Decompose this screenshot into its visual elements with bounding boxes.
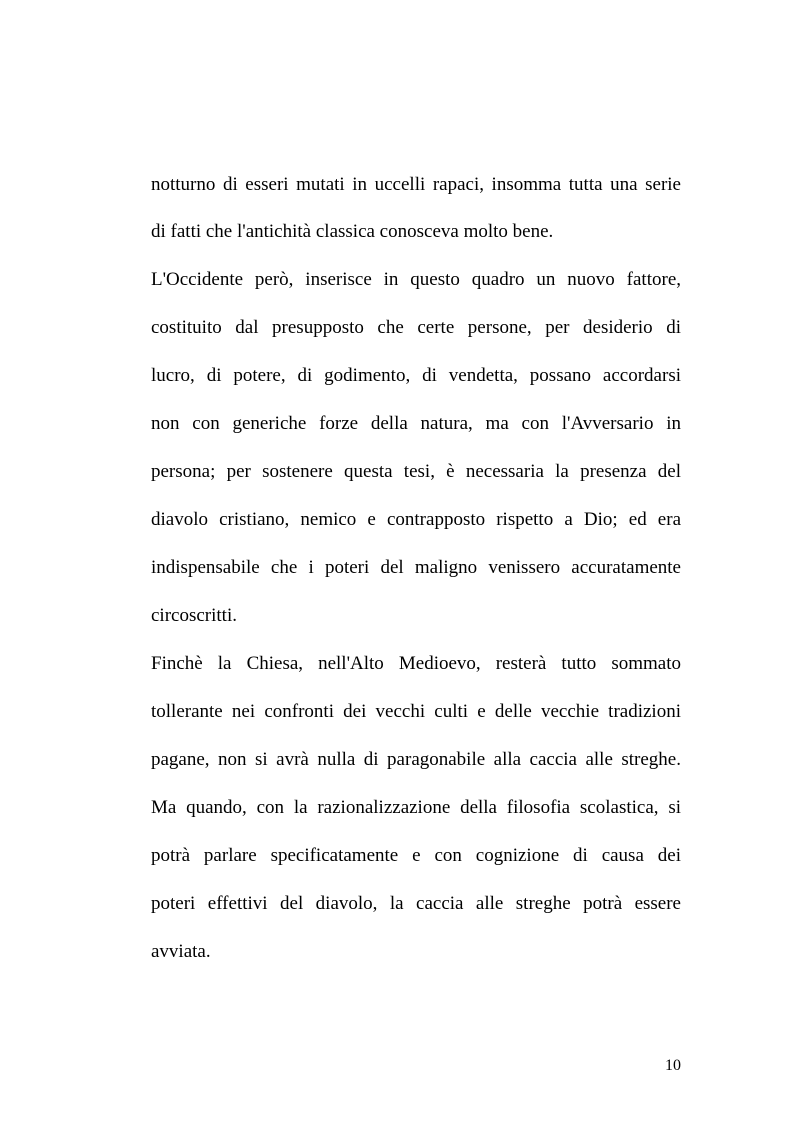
text-line: Finchè la Chiesa, nell'Alto Medioevo, resterà tutto sommato [151,653,681,674]
text-line: costituito dal presupposto che certe persone, per desiderio di [151,317,681,338]
text-line: persona; per sostenere questa tesi, è necessaria la presenza del [151,461,681,482]
text-line: di fatti che l'antichità classica conosceva molto bene. [151,221,554,242]
text-line: L'Occidente però, inserisce in questo quadro un nuovo fattore, [151,269,681,290]
text-line: diavolo cristiano, nemico e contrapposto rispetto a Dio; ed era [151,509,681,530]
text-line: poteri effettivi del diavolo, la caccia alle streghe potrà essere [151,893,681,914]
text-line: non con generiche forze della natura, ma con l'Avversario in [151,413,681,434]
page-number: 10 [665,1057,681,1074]
text-line: lucro, di potere, di godimento, di vendetta, possano accordarsi [151,365,681,386]
text-line: indispensabile che i poteri del maligno venissero accuratamente [151,557,681,578]
text-line: potrà parlare specificatamente e con cognizione di causa dei [151,845,681,866]
text-line: pagane, non si avrà nulla di paragonabile alla caccia alle streghe. [151,749,681,770]
text-line: Ma quando, con la razionalizzazione della filosofia scolastica, si [151,797,681,818]
text-line: circoscritti. [151,605,237,626]
text-line: tollerante nei confronti dei vecchi culti e delle vecchie tradizioni [151,701,681,722]
text-line: avviata. [151,941,211,962]
text-line: notturno di esseri mutati in uccelli rapaci, insomma tutta una serie [151,174,681,195]
